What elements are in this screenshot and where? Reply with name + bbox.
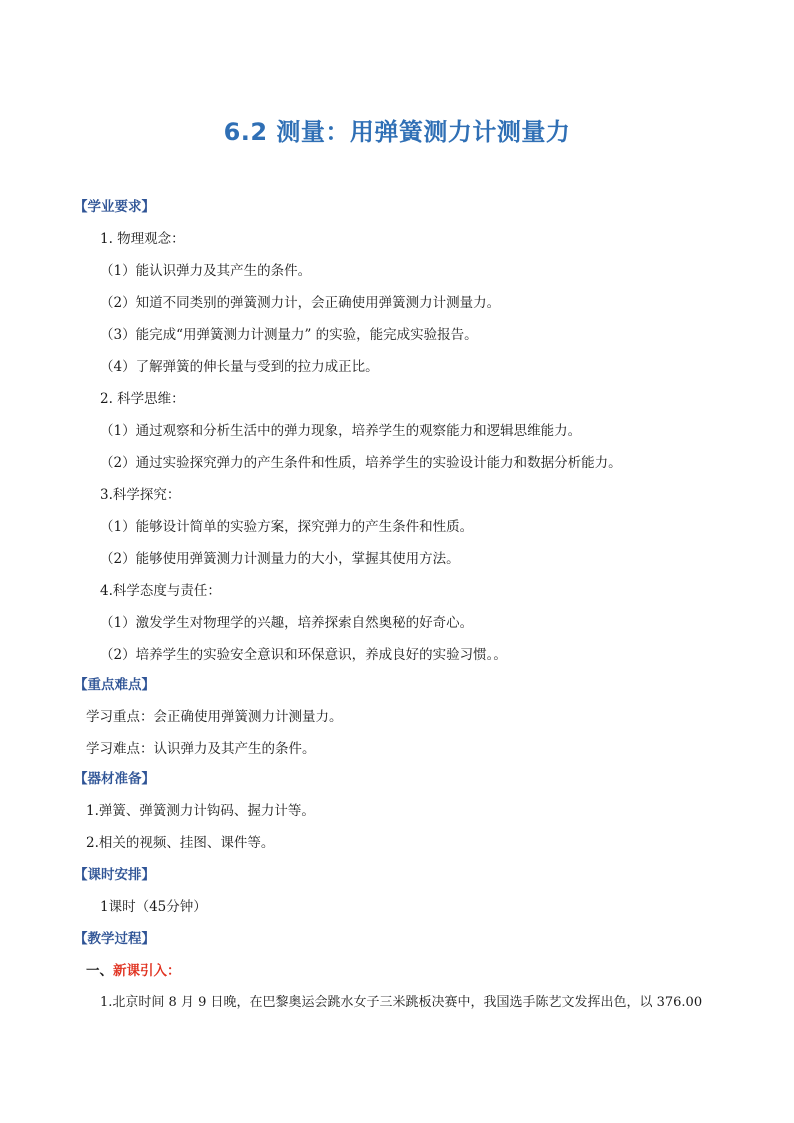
intro-prefix: 一、 — [86, 963, 113, 979]
requirement-item: （1）能够设计简单的实验方案，探究弹力的产生条件和性质。 — [100, 519, 474, 535]
section-heading-materials: 【器材准备】 — [74, 771, 155, 787]
page-title: 6.2 测量：用弹簧测力计测量力 — [223, 118, 571, 146]
requirement-item: （1）通过观察和分析生活中的弹力现象，培养学生的观察能力和逻辑思维能力。 — [100, 423, 582, 439]
requirement-item: （2）能够使用弹簧测力计测量力的大小，掌握其使用方法。 — [100, 551, 460, 567]
requirement-item: 2. 科学思维： — [100, 391, 185, 407]
requirement-item: （2）知道不同类别的弹簧测力计，会正确使用弹簧测力计测量力。 — [100, 295, 501, 311]
section-heading-schedule: 【课时安排】 — [74, 867, 155, 883]
material-item: 2.相关的视频、挂图、课件等。 — [86, 835, 275, 851]
requirement-item: （2）通过实验探究弹力的产生条件和性质，培养学生的实验设计能力和数据分析能力。 — [100, 455, 622, 471]
intro-label: 新课引入： — [113, 963, 181, 979]
section-heading-requirements: 【学业要求】 — [74, 199, 155, 215]
section-heading-process: 【教学过程】 — [74, 931, 155, 947]
requirement-item: （4）了解弹簧的伸长量与受到的拉力成正比。 — [100, 359, 379, 375]
requirement-item: 4.科学态度与责任： — [100, 583, 221, 599]
material-item: 1.弹簧、弹簧测力计钩码、握力计等。 — [86, 803, 315, 819]
requirement-item: 3.科学探究： — [100, 487, 181, 503]
requirement-item: （2）培养学生的实验安全意识和环保意识，养成良好的实验习惯。。 — [100, 647, 507, 663]
key-point-item: 学习重点：会正确使用弹簧测力计测量力。 — [86, 709, 343, 725]
requirement-item: （3）能完成“用弹簧测力计测量力” 的实验，能完成实验报告。 — [100, 327, 478, 343]
intro-line — [86, 962, 181, 980]
requirement-item: （1）能认识弹力及其产生的条件。 — [100, 263, 312, 279]
intro-paragraph: 1.北京时间 8 月 9 日晚，在巴黎奥运会跳水女子三米跳板决赛中，我国选手陈艺文发挥出色，以 376.00 — [100, 995, 703, 1010]
key-point-item: 学习难点：认识弹力及其产生的条件。 — [86, 741, 316, 757]
requirement-item: （1）激发学生对物理学的兴趣，培养探索自然奥秘的好奇心。 — [100, 615, 474, 631]
section-heading-key-points: 【重点难点】 — [74, 677, 155, 693]
schedule-item: 1课时（45分钟） — [100, 899, 207, 915]
requirement-item: 1. 物理观念： — [100, 231, 185, 247]
